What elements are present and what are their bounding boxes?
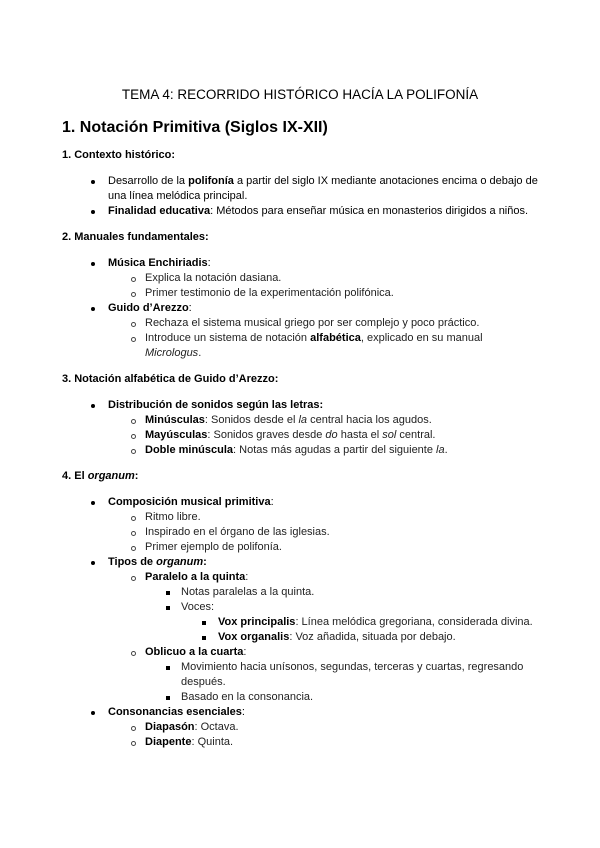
list-item [62, 301, 538, 361]
text: Introduce un sistema de notación [145, 332, 311, 344]
text: Desarrollo de la [108, 175, 189, 187]
list-item [62, 705, 538, 750]
document-page [62, 86, 538, 761]
italic-text: sol [382, 429, 397, 441]
text: : [245, 571, 249, 583]
italic-text: organum [87, 470, 135, 482]
bold-text: polifonía [188, 175, 234, 187]
bullet-square-icon [166, 606, 170, 610]
bullet-list-level-2 [108, 271, 538, 301]
text: 1. Contexto histórico: [62, 149, 176, 161]
bullet-list-level-2 [108, 510, 538, 555]
list-item-text [145, 525, 538, 540]
bullet-circle-icon [131, 292, 136, 297]
bullet-list-level-2 [108, 570, 538, 705]
bullet-list-level-2 [108, 316, 538, 361]
bold-text: Doble minúscula [145, 444, 234, 456]
text: : Notas más agudas a partir del siguiente [233, 444, 437, 456]
list-item-text [108, 301, 538, 316]
bold-text: Diapente [145, 736, 192, 748]
section-heading-1: 1. Notación Primitiva (Siglos IX-XII) [62, 119, 328, 136]
subsection-heading [62, 230, 538, 245]
list-item-text [108, 256, 538, 271]
bold-text: organum [156, 556, 204, 568]
list-item [62, 495, 538, 555]
text: : Sonidos graves desde [207, 429, 326, 441]
bold-text: Composición musical primitiva [108, 496, 271, 508]
bullet-circle-icon [131, 516, 136, 521]
text: 4. El [62, 470, 88, 482]
bullet-circle-icon [131, 434, 136, 439]
text: : [207, 257, 211, 269]
list-item [62, 555, 538, 705]
bullet-square-icon [202, 636, 206, 640]
list-item [108, 645, 538, 705]
list-item [145, 600, 538, 645]
section [62, 469, 538, 750]
bullet-disc-icon [91, 711, 95, 715]
bullet-disc-icon [91, 210, 95, 214]
text: Basado en la consonancia. [181, 691, 314, 703]
text: : Sonidos desde el [204, 414, 299, 426]
text: Primer testimonio de la experimentación polifónica. [145, 287, 394, 299]
bold-text: Guido d’Arezzo [108, 302, 189, 314]
bold-text: Consonancias esenciales [108, 706, 242, 718]
subsection-heading [62, 469, 538, 484]
text: : Métodos para enseñar música en monasterios dirigidos a niños. [210, 205, 529, 217]
bullet-circle-icon [131, 726, 136, 731]
bullet-disc-icon [91, 307, 95, 311]
bullet-circle-icon [131, 576, 136, 581]
section [62, 148, 538, 219]
list-item [108, 316, 538, 331]
bullet-circle-icon [131, 277, 136, 282]
list-item-text [108, 555, 538, 570]
italic-text: la [436, 444, 445, 456]
list-item-text [145, 735, 538, 750]
bullet-list-level-1 [62, 398, 538, 458]
list-item [108, 428, 538, 443]
text: , explicado en su manual [360, 332, 483, 344]
subsection-heading [62, 372, 538, 387]
bold-text: Tipos de [108, 556, 157, 568]
bullet-list-level-3 [145, 660, 538, 705]
text: Primer ejemplo de polifonía. [145, 541, 282, 553]
bullet-circle-icon [131, 531, 136, 536]
bold-text: Mayúsculas [145, 429, 208, 441]
list-item [181, 615, 538, 630]
list-item-text [145, 428, 538, 443]
list-item-text [108, 204, 538, 219]
text: Ritmo libre. [145, 511, 201, 523]
text: Inspirado en el órgano de las iglesias. [145, 526, 330, 538]
list-item-text [145, 286, 538, 301]
list-item-text [145, 316, 538, 331]
text: Notas paralelas a la quinta. [181, 586, 315, 598]
bullet-list-level-4 [181, 615, 538, 645]
list-item [62, 398, 538, 458]
list-item [108, 525, 538, 540]
bullet-disc-icon [91, 180, 95, 184]
list-item-text [181, 585, 538, 600]
bold-text: Vox principalis [218, 616, 296, 628]
bold-text: : [203, 556, 207, 568]
list-item-text [181, 690, 538, 705]
document-body [62, 148, 538, 750]
list-item-text [218, 615, 538, 630]
list-item [108, 443, 538, 458]
list-item-text [145, 271, 538, 286]
list-item-text [145, 331, 538, 361]
bold-text: Paralelo a la quinta [145, 571, 246, 583]
text: : [134, 470, 139, 482]
text: Movimiento hacia unísonos, segundas, terceras y cuartas, regresando después. [181, 661, 524, 688]
list-item-text [145, 443, 538, 458]
list-item [108, 735, 538, 750]
list-item-text [145, 570, 538, 585]
italic-text: la [298, 414, 308, 426]
list-item-text [145, 510, 538, 525]
list-item [108, 540, 538, 555]
bullet-square-icon [166, 591, 170, 595]
bullet-circle-icon [131, 651, 136, 656]
text: . [444, 444, 448, 456]
bullet-list-level-1 [62, 174, 538, 219]
bullet-circle-icon [131, 449, 136, 454]
text: : Voz añadida, situada por debajo. [289, 631, 456, 643]
bullet-square-icon [166, 666, 170, 670]
bullet-circle-icon [131, 419, 136, 424]
list-item [62, 256, 538, 301]
text: a partir del siglo IX mediante anotaciones encima o debajo de una línea melódica principal. [108, 175, 538, 202]
text: Explica la notación dasiana. [145, 272, 282, 284]
bullet-list-level-3 [145, 585, 538, 645]
list-item [108, 510, 538, 525]
list-item [181, 630, 538, 645]
bullet-disc-icon [91, 404, 95, 408]
section [62, 230, 538, 361]
list-item [145, 660, 538, 690]
text: : [241, 706, 245, 718]
list-item-text [145, 540, 538, 555]
text: Voces: [181, 601, 215, 613]
bullet-disc-icon [91, 501, 95, 505]
text: Rechaza el sistema musical griego por ser complejo y poco práctico. [145, 317, 480, 329]
text: : [270, 496, 274, 508]
italic-text: do [325, 429, 338, 441]
bold-text: Oblicuo a la cuarta [145, 646, 244, 658]
bullet-list-level-2 [108, 413, 538, 458]
text: . [198, 347, 202, 359]
bold-text: Distribución de sonidos según las letras: [108, 399, 324, 411]
bold-text: Finalidad educativa [108, 205, 211, 217]
text: 3. Notación alfabética de Guido d’Arezzo: [62, 373, 279, 385]
text: hasta el [337, 429, 383, 441]
text: central. [396, 429, 436, 441]
list-item [108, 331, 538, 361]
bold-text: Minúsculas [145, 414, 205, 426]
list-item [108, 413, 538, 428]
section [62, 372, 538, 458]
list-item [108, 271, 538, 286]
document-title: TEMA 4: RECORRIDO HISTÓRICO HACÍA LA POLIFONÍA [121, 87, 479, 102]
text: : Línea melódica gregoriana, considerada divina. [295, 616, 533, 628]
text: : Quinta. [191, 736, 234, 748]
bullet-circle-icon [131, 741, 136, 746]
list-item-text [108, 174, 538, 204]
list-item [108, 570, 538, 645]
list-item-text [108, 398, 538, 413]
list-item-text [181, 600, 538, 615]
bullet-list-level-1 [62, 256, 538, 361]
text: central hacia los agudos. [307, 414, 432, 426]
bullet-list-level-1 [62, 495, 538, 750]
list-item-text [108, 705, 538, 720]
bullet-disc-icon [91, 561, 95, 565]
italic-text: Micrologus [145, 347, 199, 359]
list-item [145, 690, 538, 705]
bold-text: Vox organalis [218, 631, 290, 643]
list-item-text [108, 495, 538, 510]
bold-text: Música Enchiriadis [108, 257, 208, 269]
list-item [62, 174, 538, 204]
list-item [108, 286, 538, 301]
list-item-text [181, 660, 538, 690]
list-item [108, 720, 538, 735]
bold-text: alfabética [310, 332, 361, 344]
list-item-text [218, 630, 538, 645]
list-item-text [145, 645, 538, 660]
subsection-heading [62, 148, 538, 163]
list-item [145, 585, 538, 600]
text: : Octava. [194, 721, 239, 733]
bullet-circle-icon [131, 546, 136, 551]
bullet-square-icon [202, 621, 206, 625]
bullet-list-level-2 [108, 720, 538, 750]
text: : [243, 646, 247, 658]
text: 2. Manuales fundamentales: [62, 231, 209, 243]
text: : [188, 302, 192, 314]
list-item [62, 204, 538, 219]
bullet-circle-icon [131, 322, 136, 327]
bold-text: Diapasón [145, 721, 195, 733]
list-item-text [145, 720, 538, 735]
bullet-circle-icon [131, 337, 136, 342]
bullet-disc-icon [91, 262, 95, 266]
bullet-square-icon [166, 696, 170, 700]
list-item-text [145, 413, 538, 428]
